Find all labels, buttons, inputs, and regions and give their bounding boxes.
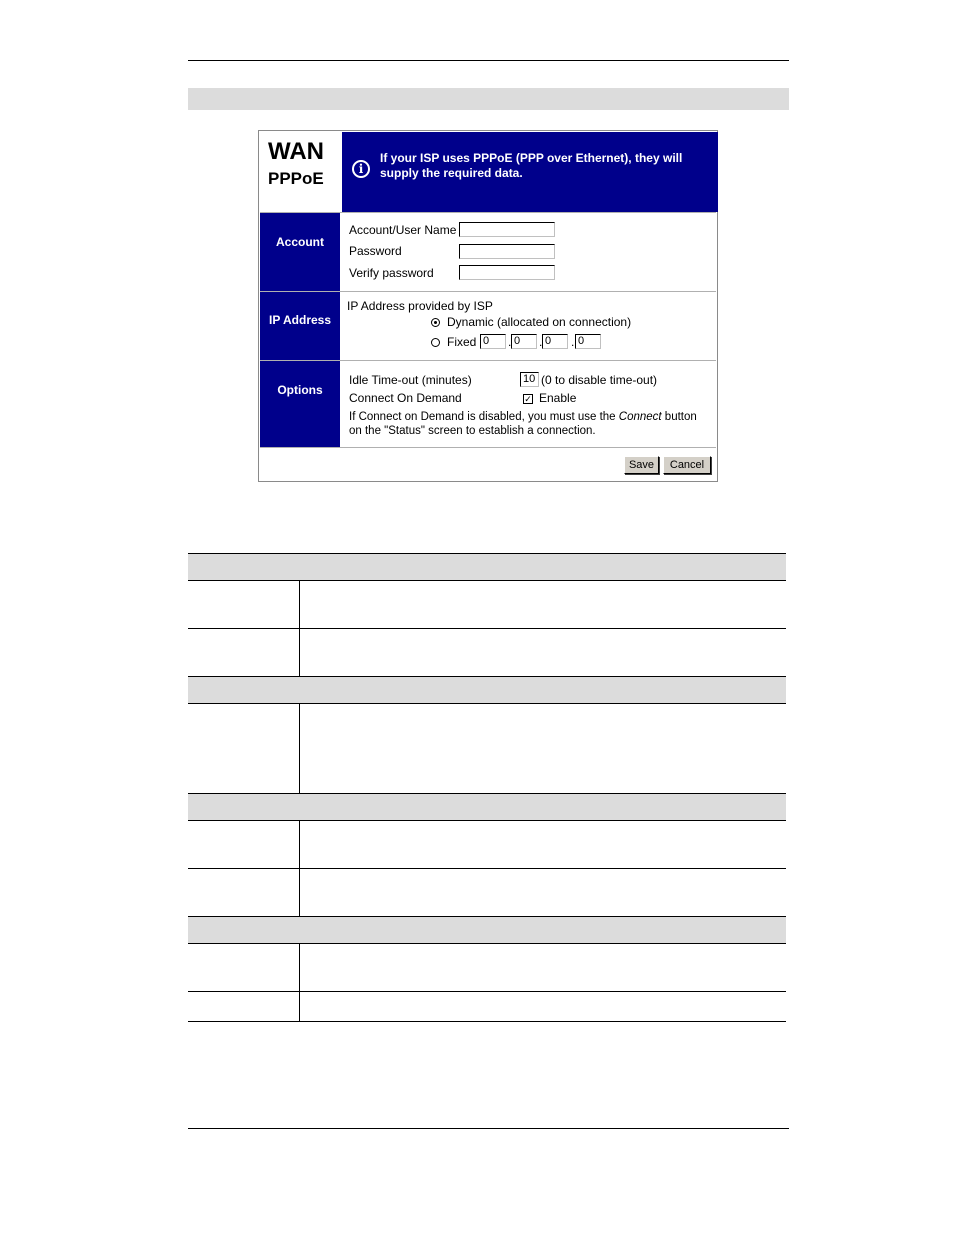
dynamic-radio-label: Dynamic (allocated on connection) [447, 315, 632, 329]
page-subtitle: PPPoE [268, 169, 324, 188]
cancel-button[interactable]: Cancel [663, 456, 711, 474]
account-fields [342, 213, 718, 291]
header-row [260, 132, 718, 212]
top-rule [188, 60, 789, 61]
ip-fields [342, 292, 718, 360]
wan-title-cell [260, 132, 340, 212]
account-section-label: Account [276, 235, 324, 249]
table-section-header [188, 676, 786, 704]
section-header-band [188, 88, 789, 110]
fixed-radio[interactable] [431, 338, 440, 347]
fixed-ip-octet-4[interactable]: 0 [575, 334, 601, 349]
options-section-label-cell [260, 361, 340, 447]
password-field[interactable] [459, 244, 555, 259]
fixed-radio-label: Fixed [447, 335, 477, 349]
ip-address-row [260, 292, 718, 360]
table-row [188, 992, 786, 1022]
verify-password-field[interactable] [459, 265, 555, 280]
idle-timeout-hint: (0 to disable time-out) [541, 373, 658, 387]
table-row [188, 581, 786, 629]
table-row [188, 944, 786, 992]
page-title: WAN [268, 138, 324, 165]
connect-on-demand-note-line2: on the "Status" screen to establish a connection. [349, 425, 596, 437]
table-row [188, 629, 786, 677]
ip-dot: . [508, 335, 512, 349]
save-button[interactable]: Save [624, 456, 659, 474]
info-banner [342, 132, 718, 212]
table-section-header [188, 793, 786, 821]
username-label: Account/User Name [349, 223, 457, 237]
table-row [188, 869, 786, 917]
dynamic-radio[interactable] [431, 318, 440, 327]
table-row [188, 821, 786, 869]
table-section-header [188, 916, 786, 944]
account-row [260, 213, 718, 291]
options-fields [342, 361, 718, 447]
fixed-ip-octet-1[interactable]: 0 [480, 334, 506, 349]
options-row [260, 361, 718, 447]
button-row [260, 448, 718, 481]
idle-timeout-label: Idle Time-out (minutes) [349, 373, 472, 387]
ip-dot: . [571, 335, 575, 349]
idle-timeout-field[interactable]: 10 [520, 372, 539, 387]
connect-on-demand-label: Connect On Demand [349, 391, 462, 405]
options-section-label: Options [277, 383, 323, 397]
ip-dot: . [539, 335, 543, 349]
wan-pppoe-screen [258, 130, 718, 482]
bottom-rule [188, 1128, 789, 1129]
ip-provided-label: IP Address provided by ISP [347, 299, 493, 313]
fixed-ip-octet-3[interactable]: 0 [542, 334, 568, 349]
ip-section-label-cell [260, 292, 340, 360]
table-section-header [188, 553, 786, 581]
fixed-ip-octet-2[interactable]: 0 [511, 334, 537, 349]
username-field[interactable] [459, 222, 555, 237]
password-label: Password [349, 244, 402, 258]
ip-section-label: IP Address [268, 313, 332, 327]
enable-checkbox-label: Enable [539, 391, 577, 405]
info-icon: i [352, 160, 370, 178]
account-section-label-cell [260, 213, 340, 291]
enable-checkbox[interactable]: ✓ [524, 394, 532, 404]
verify-password-label: Verify password [349, 266, 434, 280]
connect-on-demand-note: If Connect on Demand is disabled, you must use the Connect button [349, 411, 697, 423]
info-text: If your ISP uses PPPoE (PPP over Ethernet), they will supply the required data. [380, 151, 683, 180]
table-row [188, 704, 786, 794]
